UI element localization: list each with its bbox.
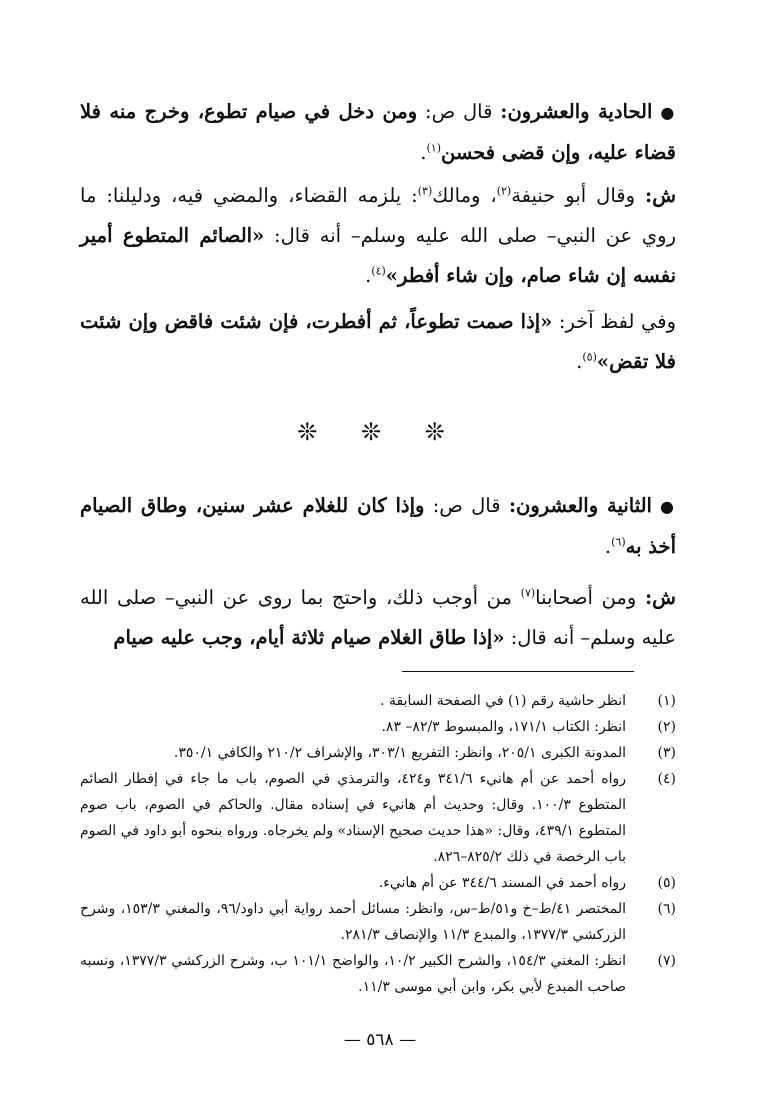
footnote-ref[interactable]: (٢): [496, 184, 512, 198]
footnote: [80, 948, 676, 1000]
bullet-icon: ●: [659, 497, 676, 516]
footnotes: [80, 688, 676, 1000]
footnote: [80, 896, 676, 948]
footnote-ref[interactable]: (٣): [417, 184, 433, 198]
sharh-label: ش:: [645, 184, 677, 207]
footnote-number: (٥): [657, 875, 676, 891]
footnote: [80, 688, 676, 714]
footnote-number: (٣): [657, 745, 676, 761]
matn-quote: ومن دخل في صيام تطوع، وخرج منه فلا قضاء عليه، وإن قضى فحسن: [80, 100, 676, 164]
footnote: [80, 740, 676, 766]
footnote: [80, 714, 676, 740]
bullet-icon: ●: [660, 103, 677, 122]
footnote-text: انظر حاشية رقم (١) في الصفحة السابقة .: [380, 693, 626, 709]
section-heading: الثانية والعشرون:: [508, 494, 652, 517]
footnote: [80, 870, 676, 896]
hadith-quote: «إذا طاق الغلام صيام ثلاثة أيام، وجب عليه صيام: [113, 626, 505, 649]
section-heading: الحادية والعشرون:: [500, 100, 653, 123]
footnote-ref[interactable]: (١): [426, 141, 441, 155]
footnote: [80, 766, 676, 870]
footnote-text: رواه أحمد في المسند ٣٤٤/٦ عن أم هانيء.: [378, 875, 626, 891]
footnote-number: (٦): [657, 901, 676, 917]
footnote-ref[interactable]: (٥): [582, 350, 597, 364]
matn-quote: وإذا كان للغلام عشر سنين، وطاق الصيام أخذ به: [80, 494, 676, 558]
section-separator: ❊ ❊ ❊: [297, 418, 463, 446]
qala-label: قال ص:: [432, 494, 501, 517]
footnote-divider: [402, 671, 634, 672]
footnote-ref[interactable]: (٧): [520, 586, 536, 600]
hadith-quote: «إذا صمت تطوعاً، ثم أفطرت، فإن شئت فاقض وإن شئت فلا تقض»: [80, 310, 676, 373]
section-21-paragraph: ●الحادية والعشرون: قال ص: ومن دخل في صيام تطوع، وخرج منه فلا قضاء عليه، وإن قضى فحسن$^{(١)}$.: [80, 100, 677, 164]
footnote-number: (١): [657, 693, 676, 709]
page-number: — ٥٦٨ —: [343, 1030, 417, 1050]
footnote-ref[interactable]: (٦): [611, 535, 626, 549]
section-22-paragraph: ●الثانية والعشرون: قال ص: وإذا كان للغلام عشر سنين، وطاق الصيام أخذ به$^{(٦)}$.: [80, 494, 676, 558]
commentary-paragraph: وفي لفظ آخر: «إذا صمت تطوعاً، ثم أفطرت، فإن شئت فاقض وإن شئت فلا تقض»$^{(٥)}$.: [80, 310, 676, 373]
footnote-text: انظر: الكتاب ١٧١/١، والمبسوط ٨٢/٣– ٨٣.: [381, 719, 626, 735]
footnote-text: رواه أحمد عن أم هانيء ٣٤١/٦ و٤٢٤، والترمذي في الصوم، باب ما جاء في إفطار الصائم المتطوع ١٠٠/٣. وقال: وحديث أم هانيء في إسناده مقال. والحاكم في الصوم، باب صوم المتطوع ٤٣٩/١، وقال: «هذا حديث صحيح الإسناد» ولم يخرجاه. ورواه بنحوه أبو داود في الصوم باب الرخصة في ذلك ٨٢٥/٢–٨٢٦.: [80, 771, 626, 865]
footnote-text: انظر: المغني ١٥٤/٣، والشرح الكبير ١٠/٢، والواضح ١٠١/١ ب، وشرح الزركشي ١٣٧٧/٣، ونسبه صاحب المبدع لأبي بكر، وابن أبي موسى ١١/٣.: [80, 953, 626, 995]
footnote-number: (٧): [657, 953, 676, 969]
footnote-text: المدونة الكبرى ٢٠٥/١، وانظر: التفريع ٣٠٣/١، والإشراف ٢١٠/٢ والكافي ٣٥٠/١.: [173, 745, 626, 761]
footnote-ref[interactable]: (٤): [371, 264, 386, 278]
commentary-paragraph: ش: وقال أبو حنيفة$^{(٢)}$، ومالك$^{(٣)}$: يلزمه القضاء، والمضي فيه، ودليلنا: ما روي عن النبي– صلى الله عليه وسلم– أنه قال: «الصائم المتطوع أمير نفسه إن شاء صام، وإن شاء أفطر»$^{(٤)}$.: [80, 184, 677, 287]
qala-label: قال ص:: [425, 100, 493, 123]
footnote-number: (٤): [657, 771, 676, 787]
hadith-quote: «الصائم المتطوع أمير نفسه إن شاء صام، وإن شاء أفطر»: [80, 224, 676, 287]
sharh-label: ش:: [644, 586, 676, 609]
commentary-paragraph: ش: ومن أصحابنا$^{(٧)}$ من أوجب ذلك، واحتج بما روى عن النبي– صلى الله عليه وسلم– أنه قال: «إذا طاق الغلام صيام ثلاثة أيام، وجب عليه صيام: [80, 586, 676, 649]
footnote-text: المختصر ٤١/ط–خ و٥١/ط–س، وانظر: مسائل أحمد رواية أبي داود/٩٦، والمغني ١٥٣/٣، وشرح الزركشي ١٣٧٧/٣، والمبدع ١١/٣ والإنصاف ٢٨١/٣.: [80, 901, 626, 943]
footnote-number: (٢): [657, 719, 676, 735]
